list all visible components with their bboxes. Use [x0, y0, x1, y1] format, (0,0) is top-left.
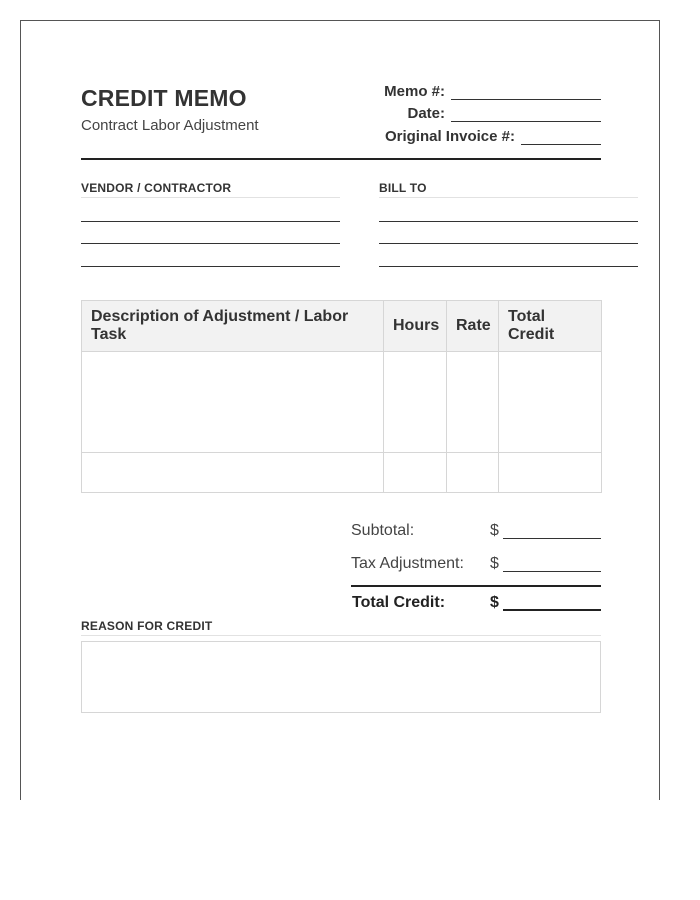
credit-memo-sheet	[20, 20, 660, 800]
column-header-hours: Hours	[384, 301, 447, 352]
tax-adjustment-line[interactable]	[503, 571, 601, 572]
reason-label: REASON FOR CREDIT	[81, 619, 213, 633]
rate-cell[interactable]	[447, 352, 499, 453]
bill-to-line-1[interactable]	[379, 221, 638, 222]
subtotal-currency: $	[490, 522, 499, 539]
column-header-rate: Rate	[447, 301, 499, 352]
original-invoice-label: Original Invoice #:	[384, 128, 515, 145]
vendor-label: VENDOR / CONTRACTOR	[81, 181, 232, 195]
total-credit-currency: $	[490, 594, 499, 611]
original-invoice-field[interactable]	[385, 128, 601, 145]
total-credit-label: Total Credit:	[352, 594, 446, 611]
memo-number-label: Memo #:	[384, 83, 445, 100]
reason-label-underline	[81, 635, 601, 636]
tax-adjustment-label: Tax Adjustment:	[351, 555, 464, 572]
column-header-total-credit: Total Credit	[499, 301, 602, 352]
hours-cell[interactable]	[384, 352, 447, 453]
memo-number-field[interactable]	[384, 83, 601, 100]
rate-cell[interactable]	[447, 453, 499, 493]
total-credit-line[interactable]	[503, 609, 601, 611]
total-credit-cell[interactable]	[499, 453, 602, 493]
vendor-line-2[interactable]	[81, 243, 340, 244]
header-divider	[81, 158, 601, 160]
original-invoice-line[interactable]	[521, 130, 601, 145]
subtotal-line[interactable]	[503, 538, 601, 539]
hours-cell[interactable]	[384, 453, 447, 493]
bill-to-label: BILL TO	[379, 181, 427, 195]
adjustment-table	[81, 300, 602, 493]
table-header-row	[82, 301, 602, 352]
date-label: Date:	[407, 105, 445, 122]
page-subtitle: Contract Labor Adjustment	[81, 117, 259, 134]
vendor-line-3[interactable]	[81, 266, 340, 267]
memo-number-line[interactable]	[451, 85, 601, 100]
description-cell[interactable]	[82, 352, 384, 453]
total-credit-cell[interactable]	[499, 352, 602, 453]
table-row	[82, 453, 602, 493]
totals-divider	[351, 585, 601, 587]
bill-to-line-2[interactable]	[379, 243, 638, 244]
tax-adjustment-currency: $	[490, 555, 499, 572]
bill-to-line-3[interactable]	[379, 266, 638, 267]
table-row	[82, 352, 602, 453]
vendor-line-1[interactable]	[81, 221, 340, 222]
date-field[interactable]	[407, 105, 601, 122]
description-cell[interactable]	[82, 453, 384, 493]
reason-textbox[interactable]	[81, 641, 601, 713]
date-line[interactable]	[451, 107, 601, 122]
vendor-label-underline	[81, 197, 340, 198]
bill-to-label-underline	[379, 197, 638, 198]
subtotal-label: Subtotal:	[351, 522, 415, 539]
column-header-description: Description of Adjustment / Labor Task	[82, 301, 384, 352]
page-title: CREDIT MEMO	[81, 85, 247, 111]
